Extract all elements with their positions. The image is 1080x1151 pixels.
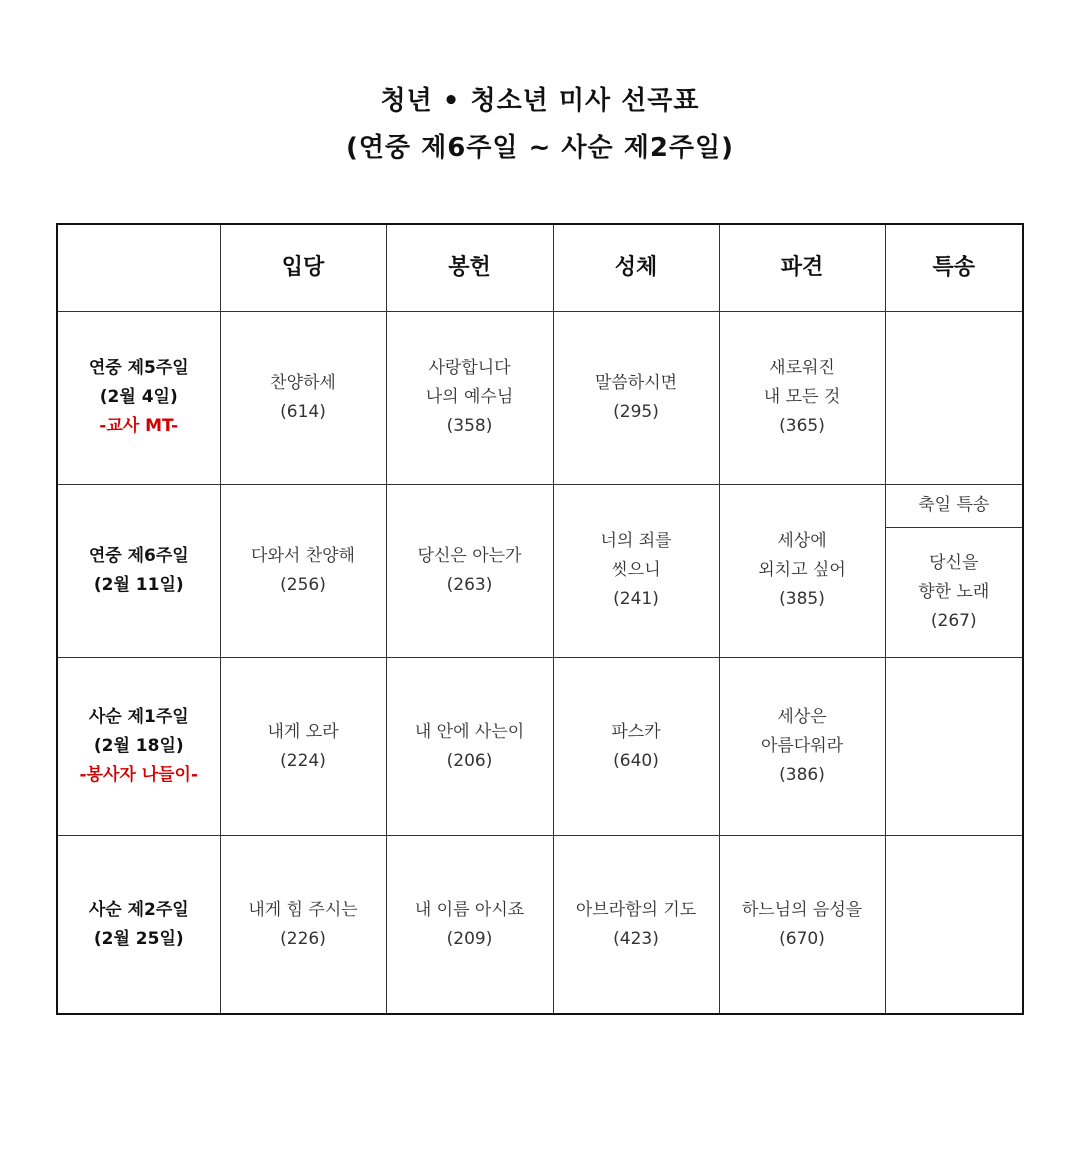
song-number: (209) xyxy=(446,928,493,949)
special-label-cell: 축일 특송 xyxy=(885,484,1023,527)
song-title: 향한 노래 xyxy=(918,581,990,602)
song-title: 찬양하세 xyxy=(270,372,336,393)
offertory-song-cell xyxy=(386,484,553,657)
song-title: 너의 죄를 xyxy=(600,531,672,552)
song-number: (365) xyxy=(779,416,825,437)
song-title: 아브라함의 기도 xyxy=(575,899,697,920)
week-note: -봉사자 나들이- xyxy=(79,765,199,786)
table-header-row xyxy=(57,224,1023,311)
song-number: (640) xyxy=(613,750,659,771)
special-song-cell xyxy=(885,311,1023,484)
song-title: 파스카 xyxy=(611,721,661,742)
song-title: 다와서 찬양해 xyxy=(251,545,355,566)
song-title: 세상은 xyxy=(777,707,827,728)
week-date: (2월 25일) xyxy=(93,928,184,949)
song-number: (241) xyxy=(613,589,659,610)
special-song-cell xyxy=(885,527,1023,657)
table-row xyxy=(57,484,1023,527)
song-title: 내게 오라 xyxy=(267,721,339,742)
song-title: 내 모든 것 xyxy=(763,387,841,408)
week-cell xyxy=(57,658,220,836)
special-song-cell xyxy=(885,836,1023,1014)
song-title: 당신은 아는가 xyxy=(417,545,522,566)
song-number: (670) xyxy=(779,928,825,949)
special-song-cell xyxy=(885,658,1023,836)
week-cell xyxy=(57,836,220,1014)
offertory-song-cell xyxy=(386,658,553,836)
offertory-song-cell xyxy=(386,836,553,1014)
song-title: 새로워진 xyxy=(769,358,835,379)
song-title: 나의 예수님 xyxy=(425,387,514,408)
week-label: 사순 제1주일 xyxy=(88,707,189,728)
dismissal-song-cell xyxy=(719,836,885,1014)
document-title xyxy=(0,78,1080,172)
dismissal-song-cell xyxy=(719,484,885,657)
week-cell xyxy=(57,311,220,484)
song-number: (256) xyxy=(280,574,326,595)
communion-song-cell xyxy=(553,836,719,1014)
column-header-dismissal: 파견 xyxy=(719,224,885,311)
dismissal-song-cell xyxy=(719,311,885,484)
song-number: (614) xyxy=(280,401,326,422)
week-label: 연중 제5주일 xyxy=(88,358,189,379)
communion-song-cell xyxy=(553,658,719,836)
entrance-song-cell xyxy=(220,311,386,484)
song-title: 사랑합니다 xyxy=(428,358,511,379)
week-label: 사순 제2주일 xyxy=(88,899,189,920)
dismissal-song-cell xyxy=(719,658,885,836)
table-row xyxy=(57,836,1023,1014)
corner-cell xyxy=(57,224,220,311)
song-number: (295) xyxy=(613,401,659,422)
entrance-song-cell xyxy=(220,484,386,657)
week-date: (2월 18일) xyxy=(93,736,184,757)
song-number: (386) xyxy=(779,765,825,786)
song-title: 내 안에 사는이 xyxy=(414,721,525,742)
song-number: (263) xyxy=(446,574,493,595)
song-title: 당신을 xyxy=(929,552,979,573)
song-title: 내게 힘 주시는 xyxy=(248,899,358,920)
offertory-song-cell xyxy=(386,311,553,484)
week-label: 연중 제6주일 xyxy=(88,545,189,566)
column-header-communion: 성체 xyxy=(553,224,719,311)
title-line-1: 청년 • 청소년 미사 선곡표 xyxy=(380,86,700,116)
song-title: 씻으니 xyxy=(611,560,661,581)
song-title: 세상에 xyxy=(777,531,827,552)
song-title: 외치고 싶어 xyxy=(758,560,846,581)
song-number: (385) xyxy=(779,589,825,610)
entrance-song-cell xyxy=(220,658,386,836)
song-number: (224) xyxy=(280,750,326,771)
column-header-special: 특송 xyxy=(885,224,1023,311)
title-line-2: (연중 제6주일 ~ 사순 제2주일) xyxy=(345,133,735,163)
table-row xyxy=(57,311,1023,484)
song-title: 말씀하시면 xyxy=(594,372,678,393)
table-row xyxy=(57,658,1023,836)
communion-song-cell xyxy=(553,311,719,484)
song-number: (267) xyxy=(930,610,977,631)
song-title: 하느님의 음성을 xyxy=(741,899,863,920)
communion-song-cell xyxy=(553,484,719,657)
week-note: -교사 MT- xyxy=(99,416,179,437)
song-number: (423) xyxy=(613,928,659,949)
song-number: (358) xyxy=(446,416,493,437)
week-date: (2월 11일) xyxy=(93,574,184,595)
song-number: (206) xyxy=(446,750,493,771)
week-cell xyxy=(57,484,220,657)
week-date: (2월 4일) xyxy=(99,387,178,408)
song-number: (226) xyxy=(280,928,326,949)
column-header-offertory: 봉헌 xyxy=(386,224,553,311)
entrance-song-cell xyxy=(220,836,386,1014)
song-selection-table xyxy=(56,223,1024,1015)
song-title: 아름다워라 xyxy=(760,736,844,757)
column-header-entrance: 입당 xyxy=(220,224,386,311)
song-title: 내 이름 아시죠 xyxy=(414,899,525,920)
